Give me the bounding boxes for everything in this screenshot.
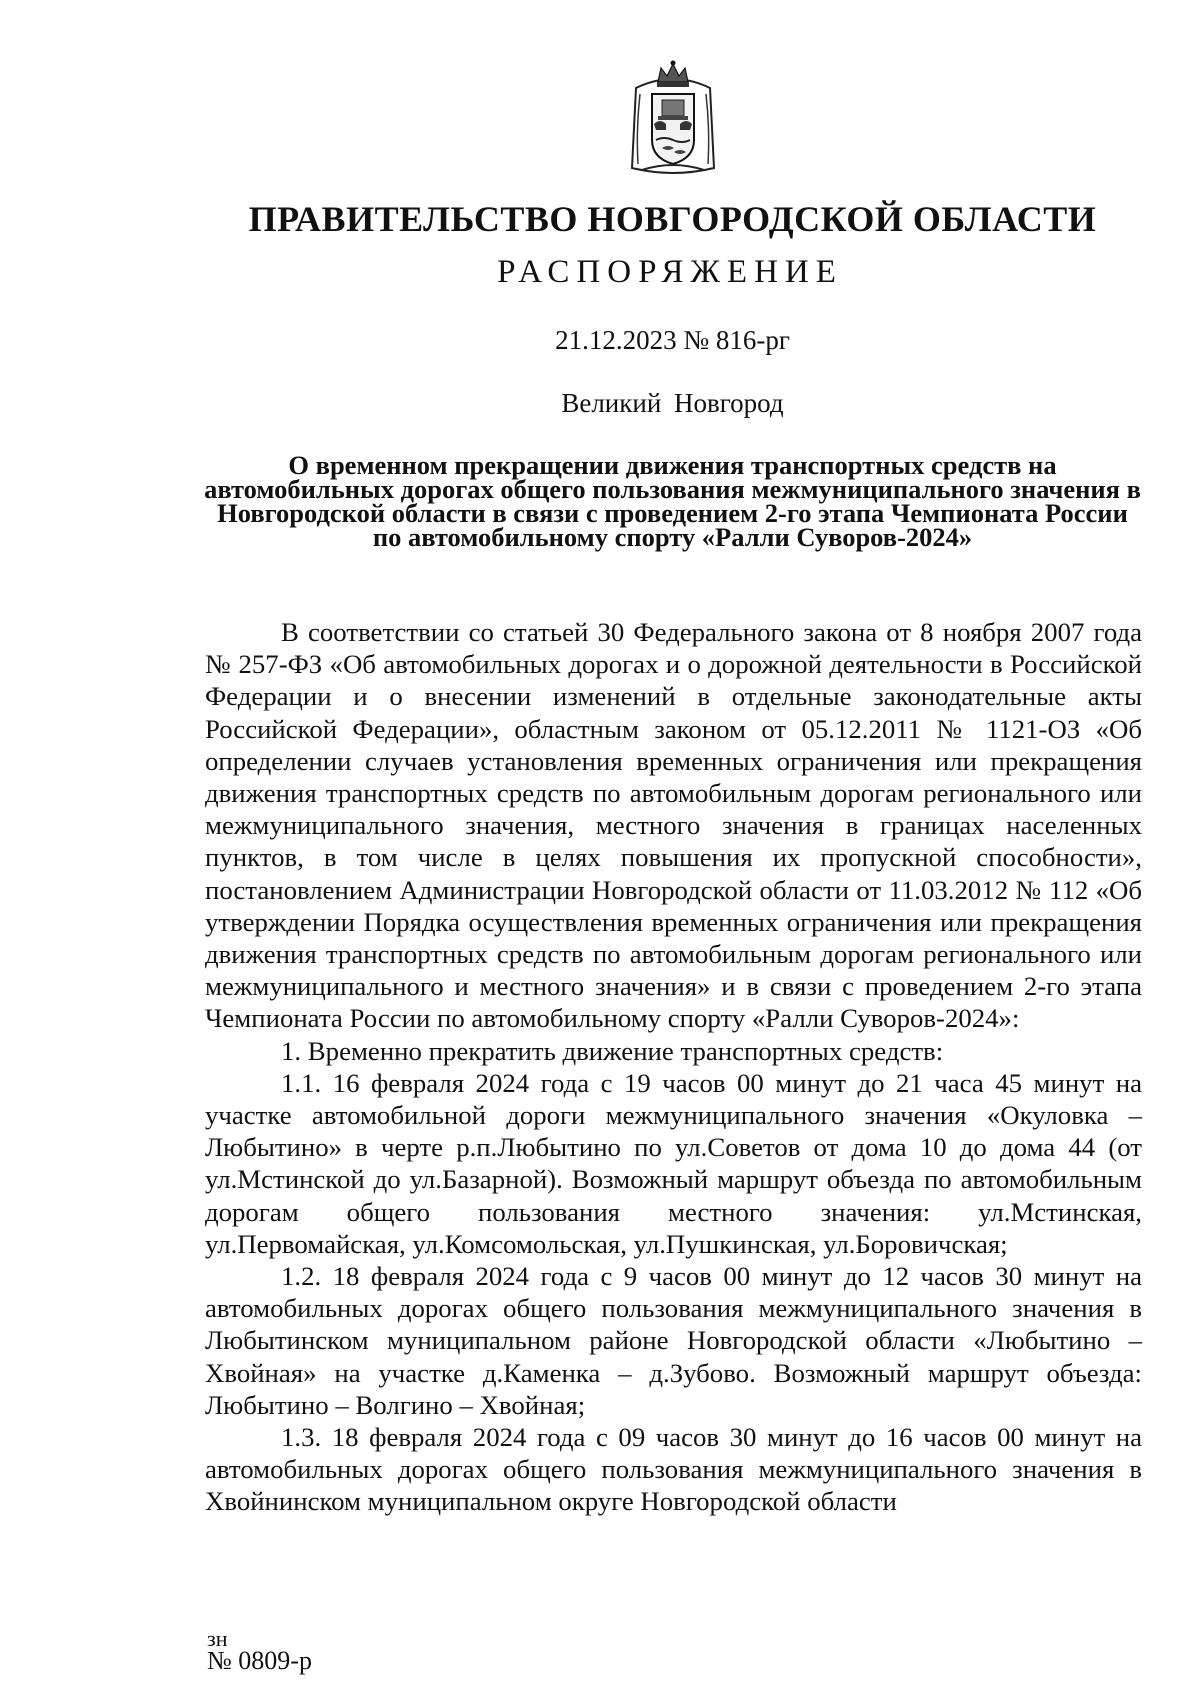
item-1: 1. Временно прекратить движение транспортных средств: bbox=[281, 1035, 944, 1066]
item-1-3: 1.3. 18 февраля 2024 года с 09 часов 30 минут до 16 часов 00 минут на автомобильных дорогах общего пользования межмуниципального значения в Хвойнинском муниципальном округе Новгородской области bbox=[205, 1422, 1142, 1517]
novgorod-coat-of-arms-icon bbox=[628, 60, 718, 180]
document-body bbox=[205, 616, 1142, 1518]
preamble-paragraph: В соответствии со статьей 30 Федерального закона от 8 ноября 2007 года № 257-ФЗ «Об автомобильных дорогах и о дорожной деятельности в Российской Федерации и о внесении изменений в отдельные законодательные акты Российской Федерации», областным законом от 05.12.2011 № 1121-ОЗ «Об определении случаев установления временных ограничения или прекращения движения транспортных средств по автомобильным дорогам регионального или межмуниципального значения, местного значения в границах населенных пунктов, в том числе в целях повышения их пропускной способности», постановлением Администрации Новгородской области от 11.03.2012 № 112 «Об утверждении Порядка осуществления временных ограничения или прекращения движения транспортных средств по автомобильным дорогам регионального или межмуниципального и местного значения» и в связи с проведением 2-го этапа Чемпионата России по автомобильному спорту «Ралли Суворов-2024»: bbox=[205, 617, 1142, 1034]
item-1-2: 1.2. 18 февраля 2024 года с 9 часов 00 минут до 12 часов 30 минут на автомобильных дорогах общего пользования межмуниципального значения в Любытинском муниципальном районе Новгородской области «Любытино – Хвойная» на участке д.Каменка – д.Зубово. Возможный маршрут объезда: Любытино – Волгино – Хвойная; bbox=[205, 1261, 1142, 1420]
document-subject: О временном прекращении движения транспортных средств на автомобильных дорогах общего пользования межмуниципального значения в Новгородской области в связи с проведением 2-го этапа Чемпионата России по автомобильному спорту «Ралли Суворов-2024» bbox=[204, 450, 1141, 552]
document-place: Великий Новгород bbox=[561, 388, 784, 418]
footer-reference bbox=[207, 1626, 312, 1675]
footer-code: зн bbox=[207, 1626, 228, 1651]
footer-number: № 0809-р bbox=[207, 1646, 312, 1675]
item-1-1: 1.1. 16 февраля 2024 года с 19 часов 00 минут до 21 часа 45 минут на участке автомобильной дороги межмуниципального значения «Окуловка – Любытино» в черте р.п.Любытино по ул.Советов от дома 10 до дома 44 (от ул.Мстинской до ул.Базарной). Возможный маршрут объезда по автомобильным дорогам общего пользования местного значения: ул.Мстинская, ул.Первомайская, ул.Комсомольская, ул.Пушкинская, ул.Боровичская; bbox=[205, 1067, 1142, 1259]
government-title: ПРАВИТЕЛЬСТВО НОВГОРОДСКОЙ ОБЛАСТИ bbox=[248, 199, 1097, 239]
document-date-number: 21.12.2023 № 816-рг bbox=[555, 325, 790, 355]
document-type: РАСПОРЯЖЕНИЕ bbox=[497, 254, 843, 290]
